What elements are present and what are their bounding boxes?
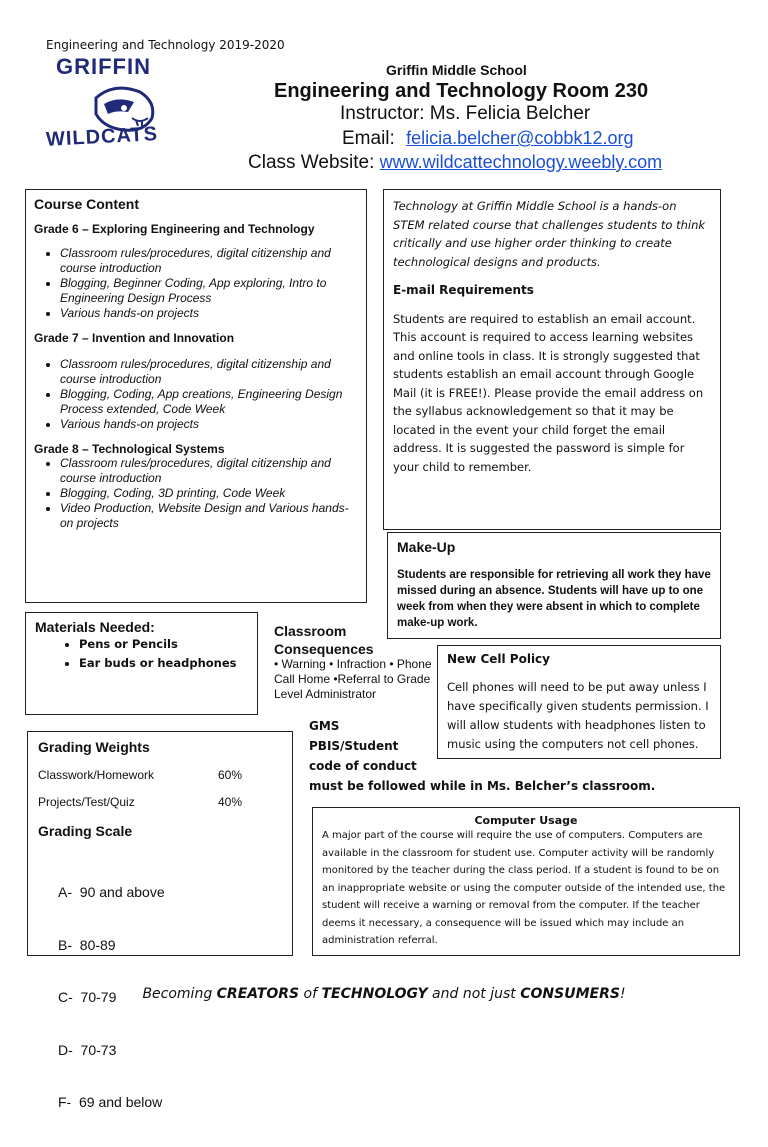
weight-value: 40% xyxy=(218,795,243,809)
makeup-text: Students are responsible for retrieving all work they have missed during an absence. Students will have up to one week from when they were absent in which to complete make-up work. xyxy=(397,569,711,629)
consequences-title-line1: Classroom xyxy=(274,623,347,639)
list-item: • Classroom rules/procedures, digital citizenship and course introduction xyxy=(60,357,358,387)
list-item: • Ear buds or headphones xyxy=(79,654,248,673)
list-item: • Various hands-on projects xyxy=(60,306,358,321)
conduct-line3: code of conduct xyxy=(309,759,417,773)
makeup-box xyxy=(387,532,721,639)
materials-title: Materials Needed: xyxy=(35,619,155,635)
list-item: • Blogging, Coding, App creations, Engineering Design Process extended, Code Week xyxy=(60,387,358,417)
email-link[interactable]: felicia.belcher@cobbk12.org xyxy=(406,128,634,148)
footer-word: and not just xyxy=(427,986,521,1002)
grade8-heading: Grade 8 – Technological Systems xyxy=(34,442,225,456)
email-req-title: E-mail Requirements xyxy=(393,283,534,297)
consequences-title xyxy=(274,622,374,658)
logo-bottom-text: WILDCATS xyxy=(45,123,159,151)
intro-box xyxy=(383,189,721,530)
list-item: • Classroom rules/procedures, digital citizenship and course introduction xyxy=(60,456,358,486)
website-line xyxy=(248,152,662,174)
footer-word: of xyxy=(299,986,322,1002)
conduct-line4: must be followed while in Ms. Belcher’s classroom. xyxy=(309,779,656,793)
conduct-block xyxy=(309,716,655,796)
grade6-heading: Grade 6 – Exploring Engineering and Technology xyxy=(34,222,315,236)
email-line xyxy=(342,128,633,150)
computer-usage-box xyxy=(312,807,740,956)
grading-weights-title: Grading Weights xyxy=(38,739,150,755)
list-item: • Video Production, Website Design and Various hands-on projects xyxy=(60,501,358,531)
list-item: • Blogging, Coding, 3D printing, Code Week xyxy=(60,486,358,501)
cell-policy-text: Cell phones will need to be put away unless I have specifically given students permission. I will allow students with headphones listen to music using the computers not cell phones. xyxy=(447,680,709,751)
scale-item: D- 70-73 xyxy=(58,1041,117,1058)
school-name: Griffin Middle School xyxy=(386,62,527,78)
consequences-title-line2: Consequences xyxy=(274,641,374,657)
scale-item: F- 69 and below xyxy=(58,1094,163,1110)
list-item: • Various hands-on projects xyxy=(60,417,358,432)
computer-usage-text: A major part of the course will require the use of computers. Computers are available in the classroom for student use. Computer activity will be randomly monitored by the teacher during the class period. If a student is found to be on an inappropriate website or using the computer outside of the intended use, the student will receive a warning or removal from the computer. If the teacher deems it necessary, a consequence will be issued which may include an administration referral. xyxy=(322,830,726,946)
grade8-list xyxy=(34,456,358,531)
weight-value: 60% xyxy=(218,768,243,782)
materials-list xyxy=(35,635,248,673)
grading-scale-title: Grading Scale xyxy=(38,823,133,839)
conduct-line2: PBIS/Student xyxy=(309,739,399,753)
footer-tagline xyxy=(0,986,768,1002)
scale-item: B- 80-89 xyxy=(58,936,116,953)
materials-box xyxy=(25,612,258,715)
footer-word: Becoming xyxy=(142,986,217,1002)
instructor: Instructor: Ms. Felicia Belcher xyxy=(340,103,591,124)
weight-label: Projects/Test/Quiz xyxy=(38,795,135,809)
list-item: • Pens or Pencils xyxy=(79,635,248,654)
footer-word: CONSUMERS xyxy=(520,986,620,1002)
computer-usage-title: Computer Usage xyxy=(474,814,578,827)
website-label: Class Website: xyxy=(248,152,375,173)
email-label: Email: xyxy=(342,128,395,149)
consequences-text: • Warning • Infraction • Phone Call Home •Referral to Grade Level Administrator xyxy=(274,657,432,701)
list-item: • Classroom rules/procedures, digital citizenship and course introduction xyxy=(60,246,358,276)
scale-item: C- 70-79 xyxy=(58,989,117,1005)
conduct-line1: GMS xyxy=(309,719,340,733)
grade6-list xyxy=(34,246,358,321)
weight-row xyxy=(38,768,282,784)
grade7-heading: Grade 7 – Invention and Innovation xyxy=(34,331,235,345)
course-content-box xyxy=(25,189,367,603)
weight-label: Classwork/Homework xyxy=(38,768,155,782)
logo-top-text: GRIFFIN xyxy=(56,54,151,79)
cell-policy-title: New Cell Policy xyxy=(447,652,550,666)
list-item: • Blogging, Beginner Coding, App exploring, Intro to Engineering Design Process xyxy=(60,276,358,306)
course-title: Engineering and Technology Room 230 xyxy=(274,80,649,102)
footer-word: ! xyxy=(619,986,626,1002)
makeup-title: Make-Up xyxy=(397,539,456,555)
website-link[interactable]: www.wildcattechnology.weebly.com xyxy=(379,152,663,172)
footer-word: TECHNOLOGY xyxy=(321,986,428,1002)
school-logo xyxy=(44,52,168,156)
course-content-title: Course Content xyxy=(34,196,139,212)
scale-item: A- 90 and above xyxy=(58,884,165,900)
year-label: Engineering and Technology 2019-2020 xyxy=(46,38,285,52)
grade7-list xyxy=(34,357,358,432)
footer-word: CREATORS xyxy=(216,986,300,1002)
weight-row xyxy=(38,795,282,811)
intro-text: Technology at Griffin Middle School is a hands-on STEM related course that challenges students to think critically and use higher order thinking to create technological designs and products. xyxy=(393,199,706,269)
email-req-text: Students are required to establish an email account. This account is required to access learning websites and online tools in class. It is strongly suggested that students establish an email account through Google Mail (it is FREE!). Please provide the email address on the syllabus acknowledgement so that it may be located in the event your child forget the email address. It is suggested the password is simple for your child to remember. xyxy=(393,311,704,474)
